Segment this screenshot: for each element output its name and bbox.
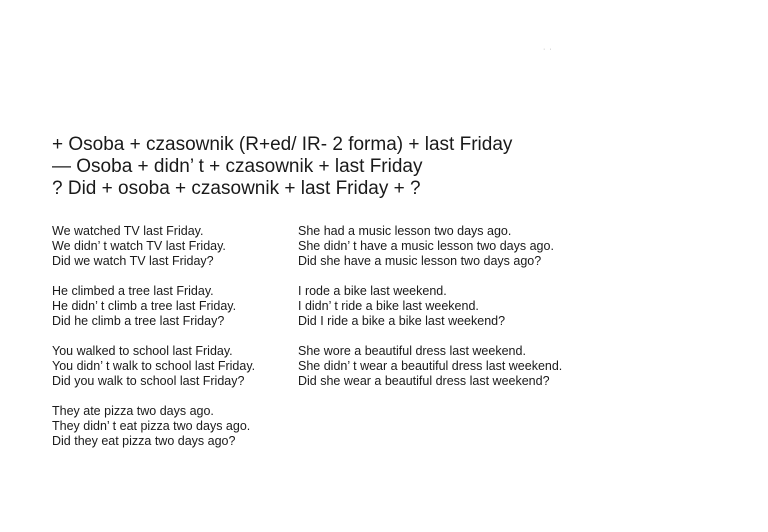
formula-affirmative: + Osoba + czasownik (R+ed/ IR- 2 forma) + last Friday [52, 134, 513, 155]
example-group [52, 224, 255, 269]
example-affirmative: He climbed a tree last Friday. [52, 284, 214, 298]
example-question: Did I ride a bike a bike last weekend? [298, 314, 506, 328]
example-negative: She didn’ t wear a beautiful dress last weekend. [298, 359, 563, 373]
grammar-formulas [52, 134, 512, 200]
examples-right-column [298, 224, 562, 404]
example-question: Did she have a music lesson two days ago? [298, 254, 542, 268]
example-group [52, 284, 255, 329]
formula-question: ? Did + osoba + czasownik + last Friday + ? [52, 178, 421, 199]
example-negative: We didn’ t watch TV last Friday. [52, 239, 226, 253]
example-affirmative: They ate pizza two days ago. [52, 404, 214, 418]
example-affirmative: She wore a beautiful dress last weekend. [298, 344, 526, 358]
example-question: Did he climb a tree last Friday? [52, 314, 225, 328]
example-group [52, 404, 255, 449]
example-affirmative: She had a music lesson two days ago. [298, 224, 512, 238]
example-group [298, 344, 562, 389]
example-group [298, 284, 562, 329]
corner-marker: · · [543, 46, 553, 53]
example-affirmative: I rode a bike last weekend. [298, 284, 447, 298]
example-question: Did she wear a beautiful dress last weekend? [298, 374, 550, 388]
example-negative: You didn’ t walk to school last Friday. [52, 359, 256, 373]
example-group [52, 344, 255, 389]
example-negative: I didn’ t ride a bike last weekend. [298, 299, 479, 313]
example-group [298, 224, 562, 269]
formula-negative: — Osoba + didn’ t + czasownik + last Friday [52, 156, 423, 177]
example-question: Did they eat pizza two days ago? [52, 434, 236, 448]
example-negative: He didn’ t climb a tree last Friday. [52, 299, 237, 313]
example-affirmative: We watched TV last Friday. [52, 224, 204, 238]
example-question: Did we watch TV last Friday? [52, 254, 214, 268]
example-negative: They didn’ t eat pizza two days ago. [52, 419, 251, 433]
example-affirmative: You walked to school last Friday. [52, 344, 233, 358]
examples-left-column [52, 224, 255, 464]
example-negative: She didn’ t have a music lesson two days ago. [298, 239, 554, 253]
example-question: Did you walk to school last Friday? [52, 374, 245, 388]
